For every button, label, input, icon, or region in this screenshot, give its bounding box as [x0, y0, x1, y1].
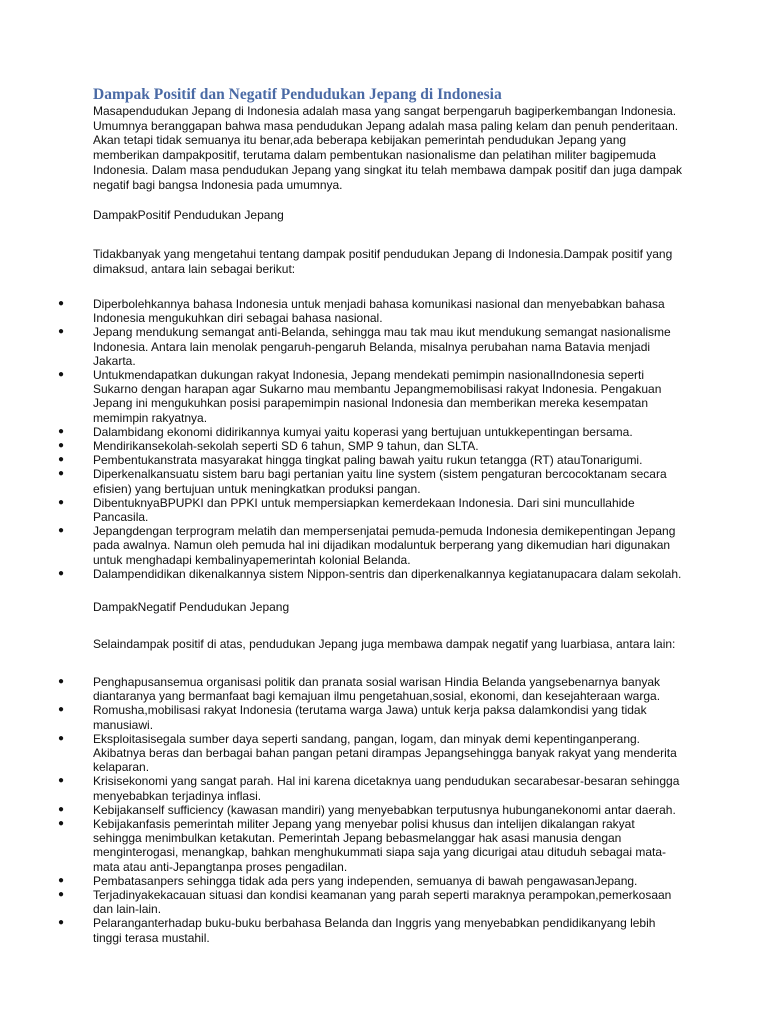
list-item: [0, 703, 700, 731]
bullet-icon: ●: [58, 298, 65, 309]
list-item-text: Pembentukanstrata masyarakat hingga tingkat paling bawah yaitu rukun tetangga (RT) atauTonarigumi.: [93, 453, 643, 468]
list-item: [0, 453, 700, 467]
bullet-icon: ●: [58, 440, 65, 452]
list-item: [0, 467, 700, 495]
list-item-text: Diperbolehkannya bahasa Indonesia untuk menjadi bahasa komunikasi nasional dan menyebabkan bahasa Indonesia mengukuhkan diri sebagai bahasa nasional.: [93, 297, 665, 326]
bullet-icon: ●: [58, 732, 65, 744]
list-item-text: Mendirikansekolah-sekolah seperti SD 6 tahun, SMP 9 tahun, dan SLTA.: [93, 439, 479, 454]
list-item: [0, 874, 700, 888]
positive-lead: Tidakbanyak yang mengetahui tentang dampak positif pendudukan Jepang di Indonesia.Dampak positif yang dimaksud, antara lain sebagai berikut:: [93, 247, 673, 276]
bullet-icon: ●: [58, 676, 65, 687]
document-title: Dampak Positif dan Negatif Pendudukan Jepang di Indonesia: [93, 86, 502, 103]
bullet-icon: ●: [58, 468, 65, 480]
negative-list: [0, 675, 700, 945]
list-item-text: Jepang mendukung semangat anti-Belanda, sehingga mau tak mau ikut mendukung semangat nasionalisme Indonesia. Antara lain menolak pengaruh-pengaruh Belanda, misalnya perubahan nama Batavia menjadi Jakarta.: [93, 325, 671, 368]
bullet-icon: ●: [58, 496, 65, 508]
bullet-icon: ●: [58, 889, 65, 901]
list-item-text: Dalampendidikan dikenalkannya sistem Nippon-sentris dan diperkenalkannya kegiatanupacara dalam sekolah.: [93, 566, 682, 581]
bullet-icon: ●: [58, 567, 65, 579]
list-item: [0, 803, 700, 817]
list-item: [0, 325, 700, 368]
list-item: [0, 425, 700, 439]
list-item: [0, 888, 700, 916]
list-item-text: Jepangdengan terprogram melatih dan mempersenjatai pemuda-pemuda Indonesia demikepentingan Jepang pada awalnya. Namun oleh pemuda hal ini dijadikan modaluntuk berperang yang dikemudian hari digunakan untuk menghadapi kembalinyapemerintah kolonial Belanda.: [93, 524, 676, 567]
list-item-text: Pembatasanpers sehingga tidak ada pers yang independen, semuanya di bawah pengawasanJepang.: [93, 873, 638, 888]
intro-paragraph: Masapendudukan Jepang di Indonesia adalah masa yang sangat berpengaruh bagiperkembangan Indonesia. Umumnya beranggapan bahwa masa pendudukan Jepang adalah masa paling kelam dan penuh penderitaan. Akan tetapi tidak semuanya itu benar,ada beberapa kebijakan pemerintah pendudukan Jepang yang memberikan dampakpositif, terutama dalam pembentukan nasionalisme dan pelatihan militer bagipemuda Indonesia. Dalam masa pendudukan Jepang yang singkat itu telah membawa dampak positif dan juga dampak negatif bagi bangsa Indonesia pada umumnya.: [93, 104, 683, 192]
list-item: [0, 567, 700, 581]
list-item-text: Terjadinyakekacauan situasi dan kondisi keamanan yang parah seperti maraknya perampokan,pemerkosaan dan lain-lain.: [93, 888, 672, 917]
list-item: [0, 774, 700, 802]
list-item-text: Untukmendapatkan dukungan rakyat Indonesia, Jepang mendekati pemimpin nasionalIndonesia seperti Sukarno dengan harapan agar Sukarno mau membantu Jepangmemobilisasi rakyat Indonesia. Pengakuan Jepang ini mengukuhkan posisi parapemimpin nasional Indonesia dan memberikan mereka kesempatan memimpin rakyatnya.: [93, 368, 662, 425]
list-item-text: Eksploitasisegala sumber daya seperti sandang, pangan, logam, dan minyak demi kepentinganperang. Akibatnya beras dan berbagai bahan pangan petani dirampas Jepangsehingga banyak rakyat yang menderita kelaparan.: [93, 731, 677, 775]
negative-heading: DampakNegatif Pendudukan Jepang: [93, 600, 290, 614]
list-item: [0, 496, 700, 524]
list-item-text: Romusha,mobilisasi rakyat Indonesia (terutama warga Jawa) untuk kerja paksa dalamkondisi yang tidak manusiawi.: [93, 703, 647, 732]
bullet-icon: ●: [58, 917, 65, 929]
list-item-text: DibentuknyaBPUPKI dan PPKI untuk mempersiapkan kemerdekaan Indonesia. Dari sini muncullahide Pancasila.: [93, 495, 635, 525]
list-item: [0, 916, 700, 944]
bullet-icon: ●: [58, 326, 65, 338]
list-item-text: Diperkenalkansuatu sistem baru bagi pertanian yaitu line system (sistem pengaturan bercocoktanam secara efisien) yang bertujuan untuk meningkatkan produksi pangan.: [93, 467, 667, 496]
bullet-icon: ●: [58, 775, 65, 787]
bullet-icon: ●: [58, 818, 65, 830]
list-item: [0, 817, 700, 874]
list-item-text: Kebijakanfasis pemerintah militer Jepang yang menyebar polisi khusus dan intelijen dikalangan rakyat sehingga menimbulkan ketakutan. Pemerintah Jepang bebasmelanggar hak asasi manusia dengan menginterogasi, menangkap, bahkan menghukummati siapa saja yang dicurigai atau dituduh sebagai mata-mata atau anti-Jepangtanpa proses pengadilan.: [93, 817, 667, 874]
list-item-text: Penghapusansemua organisasi politik dan pranata sosial warisan Hindia Belanda yangsebenarnya banyak diantaranya yang bermanfaat bagi kemajuan ilmu pengetahuan,sosial, ekonomi, dan kesejahteraan warga.: [93, 675, 661, 704]
bullet-icon: ●: [58, 704, 65, 716]
bullet-icon: ●: [58, 425, 65, 437]
list-item-text: Kebijakanself sufficiency (kawasan mandiri) yang menyebabkan terputusnya hubunganekonomi antar daerah.: [93, 802, 676, 817]
bullet-icon: ●: [58, 369, 65, 381]
list-item-text: Dalambidang ekonomi didirikannya kumyai yaitu koperasi yang bertujuan untukkepentingan bersama.: [93, 424, 633, 439]
list-item: [0, 732, 700, 775]
bullet-icon: ●: [58, 525, 65, 537]
list-item-text: Krisisekonomi yang sangat parah. Hal ini karena dicetaknya uang pendudukan secarabesar-besaran sehingga menyebabkan terjadinya inflasi.: [93, 774, 680, 803]
bullet-icon: ●: [58, 874, 65, 886]
positive-list: [0, 297, 700, 581]
bullet-icon: ●: [58, 803, 65, 815]
list-item: [0, 368, 700, 425]
positive-heading: DampakPositif Pendudukan Jepang: [93, 208, 284, 222]
list-item-text: Pelaranganterhadap buku-buku berbahasa Belanda dan Inggris yang menyebabkan pendidikanyang lebih tinggi terasa mustahil.: [93, 916, 656, 945]
list-item: [0, 524, 700, 567]
list-item: [0, 297, 700, 325]
negative-lead: Selaindampak positif di atas, pendudukan Jepang juga membawa dampak negatif yang luarbiasa, antara lain:: [93, 637, 676, 651]
list-item: [0, 439, 700, 453]
bullet-icon: ●: [58, 454, 65, 466]
list-item: [0, 675, 700, 703]
